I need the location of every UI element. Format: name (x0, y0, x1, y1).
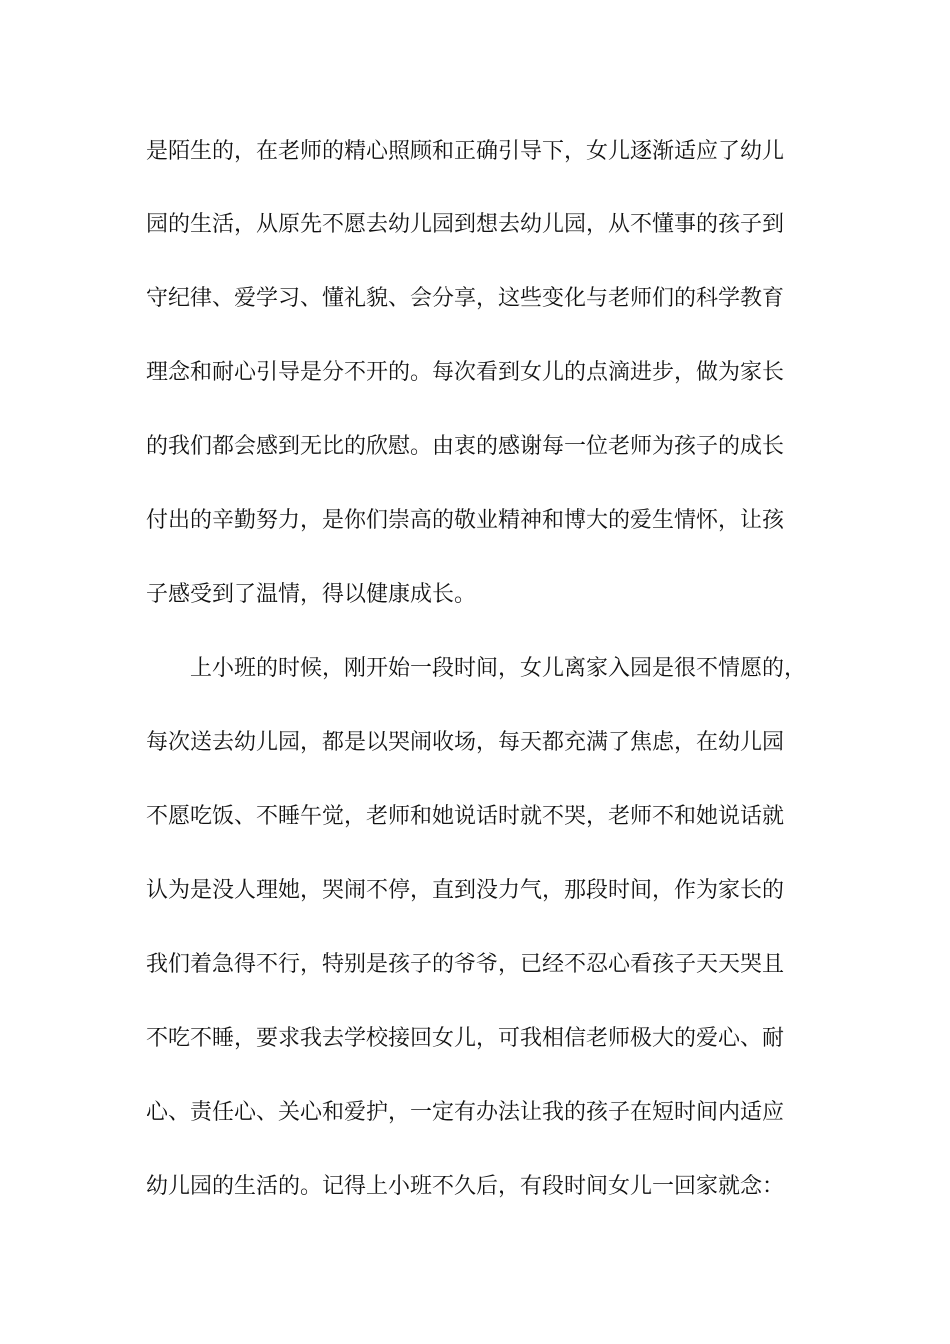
text-line: 园的生活，从原先不愿去幼儿园到想去幼儿园，从不懂事的孩子到 (146, 212, 785, 237)
text-line: 是陌生的，在老师的精心照顾和正确引导下，女儿逐渐适应了幼儿 (146, 139, 785, 164)
text-line: 子感受到了温情，得以健康成长。 (146, 582, 477, 607)
text-line: 上小班的时候，刚开始一段时间，女儿离家入园是很不情愿的， (190, 656, 807, 681)
text-line: 不吃不睡，要求我去学校接回女儿，可我相信老师极大的爱心、耐 (146, 1026, 785, 1051)
text-line: 我们着急得不行，特别是孩子的爷爷，已经不忍心看孩子天天哭且 (146, 952, 785, 977)
text-line: 付出的辛勤努力，是你们崇高的敬业精神和博大的爱生情怀，让孩 (146, 508, 785, 533)
text-line: 每次送去幼儿园，都是以哭闹收场，每天都充满了焦虑，在幼儿园 (146, 730, 785, 755)
text-line: 幼儿园的生活的。记得上小班不久后，有段时间女儿一回家就念： (146, 1174, 785, 1199)
text-line: 认为是没人理她，哭闹不停，直到没力气，那段时间，作为家长的 (146, 878, 785, 903)
text-line: 不愿吃饭、不睡午觉，老师和她说话时就不哭，老师不和她说话就 (146, 804, 785, 829)
text-line: 理念和耐心引导是分不开的。每次看到女儿的点滴进步，做为家长 (146, 360, 785, 385)
text-line: 的我们都会感到无比的欣慰。由衷的感谢每一位老师为孩子的成长 (146, 434, 785, 459)
text-line: 守纪律、爱学习、懂礼貌、会分享，这些变化与老师们的科学教育 (146, 286, 785, 311)
text-line: 心、责任心、关心和爱护，一定有办法让我的孩子在短时间内适应 (146, 1100, 785, 1125)
